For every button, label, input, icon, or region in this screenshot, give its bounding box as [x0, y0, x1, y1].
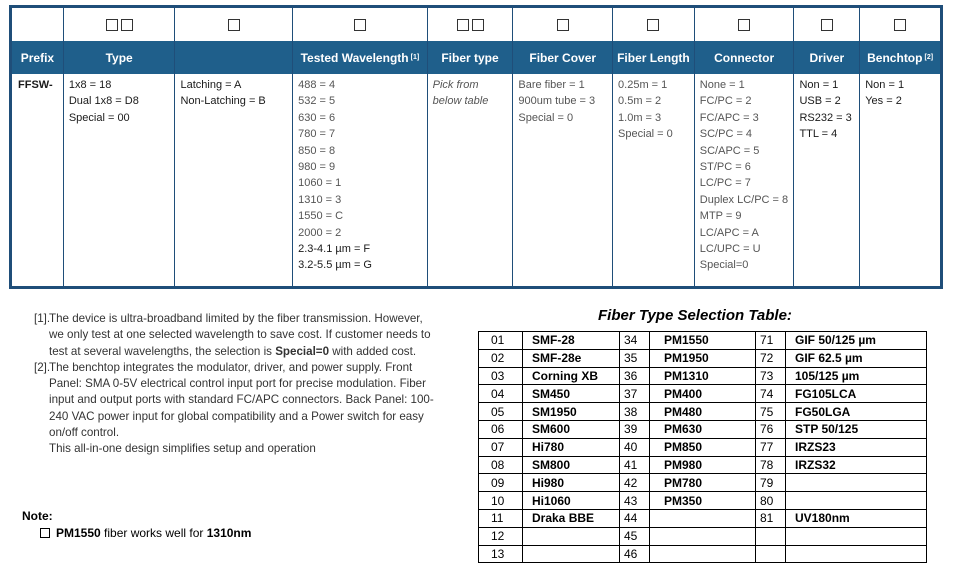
option-line: LC/UPC = U: [699, 243, 761, 256]
fiber-code: 08: [479, 456, 523, 474]
option-line: FC/PC = 2: [699, 95, 752, 108]
note-heading: Note:: [22, 509, 53, 523]
option-line: Dual 1x8 = D8: [68, 95, 139, 108]
fiber-name: GIF 50/125 µm: [786, 332, 927, 350]
fiber-name: IRZS32: [786, 456, 927, 474]
fiber-name: PM480: [650, 403, 756, 421]
option-line: MTP = 9: [699, 210, 742, 223]
fiber-name: FG50LGA: [786, 403, 927, 421]
fiber-name: Hi780: [523, 438, 620, 456]
selection-boxes: [175, 8, 292, 41]
fiber-name: PM1550: [650, 332, 756, 350]
fiber-name: [523, 527, 620, 545]
option-line: 630 = 6: [298, 111, 336, 124]
footnote-1-text: The device is ultra-broadband limited by the fiber transmission. However, we only test at one selected wavelength to save cost. If customer needs to test at several wavelengths, the selection is: [49, 312, 431, 358]
ordering-table: [9, 5, 943, 289]
fiber-code: 04: [479, 385, 523, 403]
option-line: 1310 = 3: [298, 193, 342, 206]
column-options: [428, 74, 513, 286]
fiber-code: 79: [756, 474, 786, 492]
option-line: 1060 = 1: [298, 177, 342, 190]
table-row: [479, 403, 927, 421]
order-column-6: [613, 8, 695, 286]
selection-boxes: [794, 8, 859, 41]
note-item-fiber: PM1550: [56, 526, 101, 540]
footnote-1-bold: Special=0: [275, 344, 330, 358]
ordering-columns: [12, 8, 940, 286]
option-line: 1550 = C: [298, 210, 344, 223]
fiber-code: 03: [479, 367, 523, 385]
fiber-name: Draka BBE: [523, 509, 620, 527]
fiber-name: [650, 545, 756, 563]
column-header: [175, 41, 292, 74]
column-options: [794, 74, 859, 286]
table-row: [479, 545, 927, 563]
column-header-label: Fiber Length: [617, 50, 690, 65]
column-header: [513, 41, 612, 74]
order-column-0: [12, 8, 64, 286]
option-line: 1.0m = 3: [618, 111, 662, 124]
fiber-code: 01: [479, 332, 523, 350]
option-line: 1x8 = 18: [68, 79, 112, 91]
fiber-name: SM800: [523, 456, 620, 474]
fiber-name: 105/125 µm: [786, 367, 927, 385]
fiber-code: 76: [756, 420, 786, 438]
table-row: [479, 438, 927, 456]
fiber-code: 35: [620, 349, 650, 367]
fiber-code: 37: [620, 385, 650, 403]
option-line: Non = 1: [799, 79, 839, 91]
column-header: [695, 41, 794, 74]
fiber-name: [786, 474, 927, 492]
fiber-name: Corning XB: [523, 367, 620, 385]
fiber-name: SM1950: [523, 403, 620, 421]
option-line: FC/APC = 3: [699, 111, 759, 124]
option-line: LC/APC = A: [699, 226, 759, 239]
header-footnote-ref: [1]: [410, 54, 420, 61]
option-line: 2000 = 2: [298, 226, 342, 239]
option-line: Yes = 2: [865, 95, 902, 108]
fiber-name: PM1950: [650, 349, 756, 367]
selection-boxes: [12, 8, 63, 41]
column-header: [293, 41, 427, 74]
option-line: None = 1: [699, 79, 745, 91]
option-line: 780 = 7: [298, 128, 336, 141]
selection-boxes: [695, 8, 794, 41]
order-column-3: [293, 8, 428, 286]
table-row: [479, 332, 927, 350]
selection-boxes: [860, 8, 940, 41]
order-column-2: [175, 8, 293, 286]
fiber-name: [523, 545, 620, 563]
option-line: FFSW-: [18, 79, 53, 91]
column-options: [613, 74, 694, 286]
option-line: below table: [432, 95, 489, 108]
order-column-7: [695, 8, 795, 286]
fiber-code: 75: [756, 403, 786, 421]
selection-boxes: [64, 8, 175, 41]
column-header-label: Fiber type: [441, 50, 499, 65]
fiber-name: IRZS23: [786, 438, 927, 456]
footnote-1-tail: with added cost.: [329, 344, 417, 358]
fiber-name: STP 50/125: [786, 420, 927, 438]
column-header-label: Fiber Cover: [529, 50, 597, 65]
selection-checkbox[interactable]: [457, 19, 469, 31]
fiber-code: [756, 545, 786, 563]
option-line: 2.3-4.1 µm = F: [298, 243, 371, 256]
fiber-code: [756, 527, 786, 545]
checkbox-bullet-icon: [40, 528, 50, 538]
fiber-code: 09: [479, 474, 523, 492]
footnote-2: [34, 360, 434, 441]
fiber-code: 44: [620, 509, 650, 527]
fiber-code: 71: [756, 332, 786, 350]
column-header-label: Driver: [809, 50, 845, 65]
fiber-code: 73: [756, 367, 786, 385]
fiber-name: SMF-28: [523, 332, 620, 350]
fiber-name: [650, 509, 756, 527]
column-options: [64, 74, 175, 286]
fiber-name: PM980: [650, 456, 756, 474]
selection-checkbox[interactable]: [106, 19, 118, 31]
fiber-name: PM1310: [650, 367, 756, 385]
order-column-8: [794, 8, 860, 286]
fiber-code: 43: [620, 492, 650, 510]
option-line: Non-Latching = B: [180, 95, 266, 108]
option-line: Special = 00: [68, 111, 130, 124]
fiber-code: 39: [620, 420, 650, 438]
fiber-code: 81: [756, 509, 786, 527]
table-row: [479, 456, 927, 474]
option-line: USB = 2: [799, 95, 841, 108]
column-header: [12, 41, 63, 74]
option-line: Bare fiber = 1: [518, 79, 585, 91]
fiber-table-title: Fiber Type Selection Table:: [598, 307, 792, 324]
order-column-4: [428, 8, 514, 286]
footnote-2-extra: This all-in-one design simplifies setup and operation: [49, 442, 316, 456]
fiber-name: Hi1060: [523, 492, 620, 510]
fiber-name: SMF-28e: [523, 349, 620, 367]
fiber-name: UV180nm: [786, 509, 927, 527]
column-header-label: Type: [105, 50, 133, 65]
column-header: [860, 41, 940, 74]
selection-checkbox[interactable]: [821, 19, 833, 31]
column-header-label: Connector: [714, 50, 775, 65]
selection-checkbox[interactable]: [647, 19, 659, 31]
column-options: [12, 74, 63, 286]
column-options: [695, 74, 794, 286]
fiber-code: 05: [479, 403, 523, 421]
note-item-text: fiber works well for: [100, 526, 207, 540]
fiber-code: 06: [479, 420, 523, 438]
fiber-name: [786, 492, 927, 510]
option-line: 532 = 5: [298, 95, 336, 108]
table-row: [479, 420, 927, 438]
option-line: TTL = 4: [799, 128, 838, 141]
table-row: [479, 349, 927, 367]
selection-checkbox[interactable]: [472, 19, 484, 31]
footnote-1-label: [1].: [34, 312, 51, 325]
option-line: 980 = 9: [298, 161, 336, 174]
option-line: 0.25m = 1: [618, 79, 668, 91]
fiber-name: PM780: [650, 474, 756, 492]
footnote-2-text: The benchtop integrates the modulator, driver, and power supply. Front Panel: SMA 0-5V electrical control input port for precise modulation. Fiber input and output ports with standard FC/APC connectors. Back Panel: 100-240 VAC power input for global compatibility and a Power switch for easy on/off control.: [49, 360, 434, 440]
fiber-name: PM350: [650, 492, 756, 510]
option-line: Special = 0: [618, 128, 673, 141]
column-options: [175, 74, 292, 286]
table-row: [479, 385, 927, 403]
fiber-name: [786, 527, 927, 545]
selection-checkbox[interactable]: [121, 19, 133, 31]
fiber-code: 38: [620, 403, 650, 421]
footnotes: [34, 311, 434, 458]
fiber-code: 77: [756, 438, 786, 456]
fiber-code: 42: [620, 474, 650, 492]
fiber-code: 13: [479, 545, 523, 563]
fiber-name: SM600: [523, 420, 620, 438]
table-row: [479, 509, 927, 527]
selection-checkbox[interactable]: [228, 19, 240, 31]
column-header-label: Benchtop: [867, 50, 923, 65]
fiber-code: 80: [756, 492, 786, 510]
fiber-name: [650, 527, 756, 545]
fiber-name: [786, 545, 927, 563]
fiber-code: 72: [756, 349, 786, 367]
fiber-code: 02: [479, 349, 523, 367]
option-line: Special = 0: [518, 111, 574, 124]
selection-boxes: [428, 8, 513, 41]
option-line: SC/PC = 4: [699, 128, 753, 141]
selection-boxes: [293, 8, 427, 41]
selection-boxes: [613, 8, 694, 41]
fiber-type-table: [478, 331, 927, 563]
fiber-code: 41: [620, 456, 650, 474]
fiber-code: 36: [620, 367, 650, 385]
column-header: [64, 41, 175, 74]
option-line: 850 = 8: [298, 144, 336, 157]
selection-checkbox[interactable]: [354, 19, 366, 31]
fiber-code: 10: [479, 492, 523, 510]
option-line: RS232 = 3: [799, 111, 852, 124]
column-header: [794, 41, 859, 74]
option-line: 900um tube = 3: [518, 95, 596, 108]
option-line: Latching = A: [180, 79, 242, 91]
column-options: [293, 74, 427, 286]
fiber-code: 74: [756, 385, 786, 403]
note-item: [40, 526, 251, 540]
fiber-code: 40: [620, 438, 650, 456]
option-line: LC/PC = 7: [699, 177, 751, 190]
fiber-name: PM850: [650, 438, 756, 456]
selection-checkbox[interactable]: [557, 19, 569, 31]
fiber-name: FG105LCA: [786, 385, 927, 403]
option-line: 3.2-5.5 µm = G: [298, 259, 372, 272]
option-line: Pick from: [432, 79, 479, 91]
fiber-code: 46: [620, 545, 650, 563]
footnote-1: [34, 311, 434, 360]
option-line: SC/APC = 5: [699, 144, 760, 157]
fiber-name: Hi980: [523, 474, 620, 492]
column-options: [513, 74, 612, 286]
table-row: [479, 527, 927, 545]
header-footnote-ref: [2]: [924, 54, 934, 61]
table-row: [479, 367, 927, 385]
option-line: 0.5m = 2: [618, 95, 662, 108]
fiber-name: PM400: [650, 385, 756, 403]
column-header-label: Prefix: [20, 50, 55, 65]
column-header: [428, 41, 513, 74]
column-header: [613, 41, 694, 74]
fiber-name: PM630: [650, 420, 756, 438]
option-line: Duplex LC/PC = 8: [699, 193, 789, 206]
option-line: 488 = 4: [298, 79, 336, 91]
fiber-code: 12: [479, 527, 523, 545]
fiber-code: 07: [479, 438, 523, 456]
fiber-code: 11: [479, 509, 523, 527]
fiber-code: 45: [620, 527, 650, 545]
option-line: Special=0: [699, 259, 749, 272]
option-line: Non = 1: [865, 79, 905, 91]
fiber-name: GIF 62.5 µm: [786, 349, 927, 367]
table-row: [479, 492, 927, 510]
fiber-code: 34: [620, 332, 650, 350]
selection-checkbox[interactable]: [894, 19, 906, 31]
fiber-name: SM450: [523, 385, 620, 403]
selection-boxes: [513, 8, 612, 41]
order-column-5: [513, 8, 613, 286]
column-options: [860, 74, 940, 286]
order-column-1: [64, 8, 176, 286]
footnote-2-label: [2].: [34, 360, 51, 374]
note-item-wavelength: 1310nm: [206, 526, 252, 540]
column-header-label: Tested Wavelength: [300, 50, 409, 65]
selection-checkbox[interactable]: [738, 19, 750, 31]
option-line: ST/PC = 6: [699, 161, 751, 174]
order-column-9: [860, 8, 940, 286]
table-row: [479, 474, 927, 492]
fiber-code: 78: [756, 456, 786, 474]
